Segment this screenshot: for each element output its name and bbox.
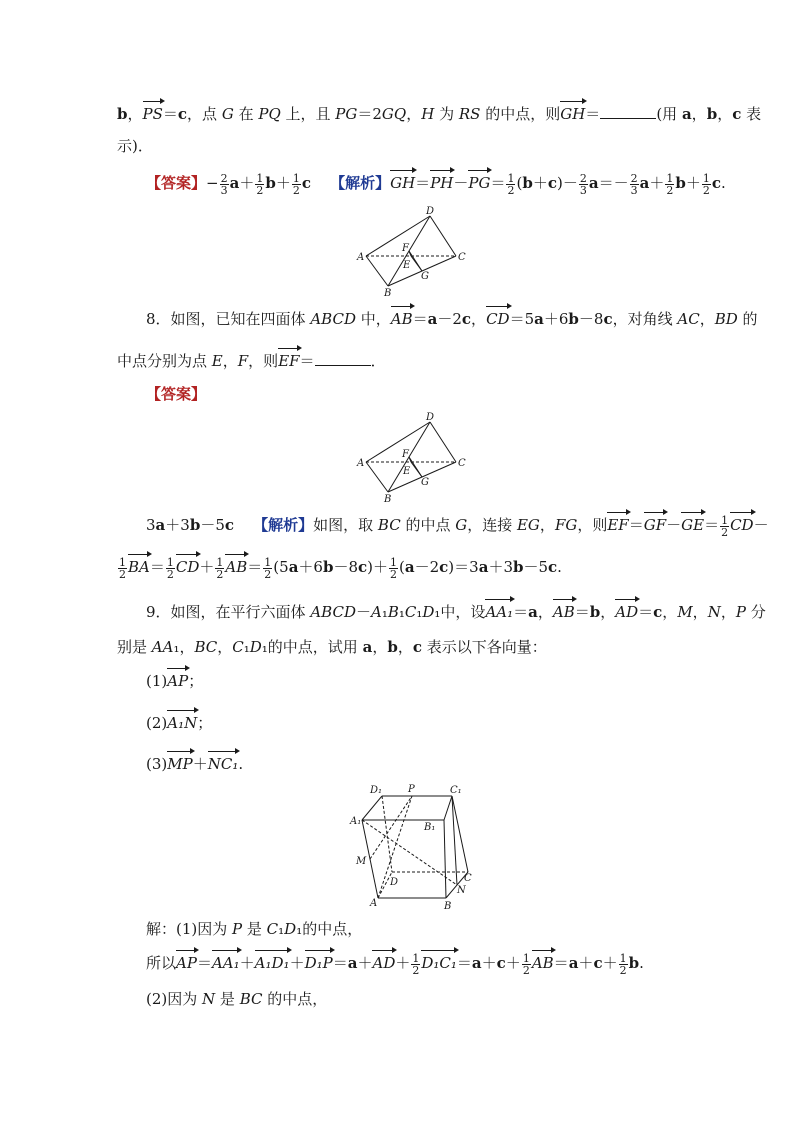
parallelepiped-figure bbox=[340, 782, 480, 914]
fig1-label-B: B bbox=[384, 288, 392, 298]
p8-solution-line1: 3a＋3b－5c 【解析】如图，取 BC 的中点 G，连接 EG，FG，则EF＝GF－GE＝ $\frac{1}{2}$ CD－ bbox=[146, 513, 769, 539]
fig3-label-P: P bbox=[408, 784, 415, 795]
p8-question-line1: 8．如图，已知在四面体 ABCD 中，AB＝a－2c，CD＝5a＋6b－8c，对角线 AC，BD 的 bbox=[146, 310, 758, 328]
fig3-label-C1: C₁ bbox=[450, 785, 462, 796]
p8-question-line2: 中点分别为点 E，F，则EF＝ ． bbox=[117, 352, 386, 370]
p7-question-line1: b，PS＝c，点 G 在 PQ 上，且 PG＝2GQ，H 为 RS 的中点，则GH＝ (用 a，b，c 表 bbox=[117, 105, 762, 123]
fig3-label-D1: D₁ bbox=[370, 785, 383, 796]
p7-answer-line: 【答案】− $\frac{2}{3}$ a＋ $\frac{1}{2}$ b＋ $\frac{1}{2}$ c 【解析】GH＝PH－PG＝ $\frac{1}{2}$ (b＋c)－ $\frac{2}{3}$ a＝－ $\frac{2}{3}$ a＋ $\frac{1}{2}$ b＋ $\frac{1}{2}$ c. bbox=[146, 171, 726, 197]
p8-answer-value: 3a＋3b－5c bbox=[146, 516, 235, 534]
p9-solution-line2: 所以AP＝AA₁＋A₁D₁＋D₁P＝a＋AD＋ $\frac{1}{2}$ D₁C₁＝a＋c＋ $\frac{1}{2}$ AB＝a＋c＋ $\frac{1}{2}$ b. bbox=[146, 951, 644, 977]
p8-answer-blank bbox=[315, 351, 371, 366]
tetrahedron-figure-2 bbox=[352, 408, 472, 504]
fig2-label-A: A bbox=[357, 458, 365, 469]
p7-solution-tag: 【解析】 bbox=[330, 174, 391, 192]
p9-item-2: (2)A₁N； bbox=[146, 714, 213, 732]
p8-solution-tag: 【解析】 bbox=[253, 516, 314, 534]
fig1-label-C: C bbox=[458, 252, 466, 263]
fig3-label-D: D bbox=[390, 877, 399, 888]
p7-answer-blank bbox=[600, 104, 656, 119]
p9-solution-line1: 解：(1)因为 P 是 C₁D₁的中点， bbox=[146, 920, 363, 938]
p9-question-line1: 9．如图，在平行六面体 ABCD－A₁B₁C₁D₁中，设AA₁＝a，AB＝b，AD＝c，M，N，P 分 bbox=[146, 603, 766, 621]
fig3-label-N: N bbox=[457, 885, 466, 896]
fig1-label-F: F bbox=[402, 243, 409, 254]
fig2-label-E: E bbox=[403, 466, 411, 477]
fig3-label-M: M bbox=[356, 856, 367, 867]
fig3-label-C: C bbox=[464, 873, 472, 884]
fig1-label-A: A bbox=[357, 252, 365, 263]
p9-solution-line3: (2)因为 N 是 BC 的中点， bbox=[146, 990, 328, 1008]
p9-item-3: (3)MP＋NC₁. bbox=[146, 755, 244, 773]
fig1-label-D: D bbox=[426, 206, 435, 217]
fig3-label-B1: B₁ bbox=[424, 822, 436, 833]
fig3-label-A: A bbox=[370, 898, 378, 909]
tetrahedron-figure-1 bbox=[352, 202, 472, 298]
fig3-label-A1: A₁ bbox=[350, 816, 362, 827]
p8-answer-line bbox=[146, 383, 206, 405]
fig2-label-D: D bbox=[426, 412, 435, 423]
fig2-label-C: C bbox=[458, 458, 466, 469]
p9-item-1: (1)AP； bbox=[146, 672, 204, 690]
fig2-label-G: G bbox=[421, 477, 429, 488]
p8-solution-line2: $\frac{1}{2}$ BA＝ $\frac{1}{2}$ CD＋ $\frac{1}{2}$ AB＝ $\frac{1}{2}$ (5a＋6b－8c)＋ $\frac{1}{2}$ (a－2c)＝3a＋3b－5c. bbox=[119, 555, 562, 581]
fig2-label-F: F bbox=[402, 449, 409, 460]
p9-question-line2: 别是 AA₁，BC，C₁D₁的中点，试用 a，b，c 表示以下各向量： bbox=[117, 638, 547, 656]
fig1-label-E: E bbox=[403, 260, 411, 271]
fig1-label-G: G bbox=[421, 271, 429, 282]
fig3-label-B: B bbox=[444, 901, 452, 912]
p7-answer-tag: 【答案】 bbox=[146, 174, 207, 192]
p7-question-line2: 示)． bbox=[117, 137, 153, 155]
fig2-label-B: B bbox=[384, 494, 392, 504]
p8-answer-tag: 【答案】 bbox=[146, 385, 207, 403]
